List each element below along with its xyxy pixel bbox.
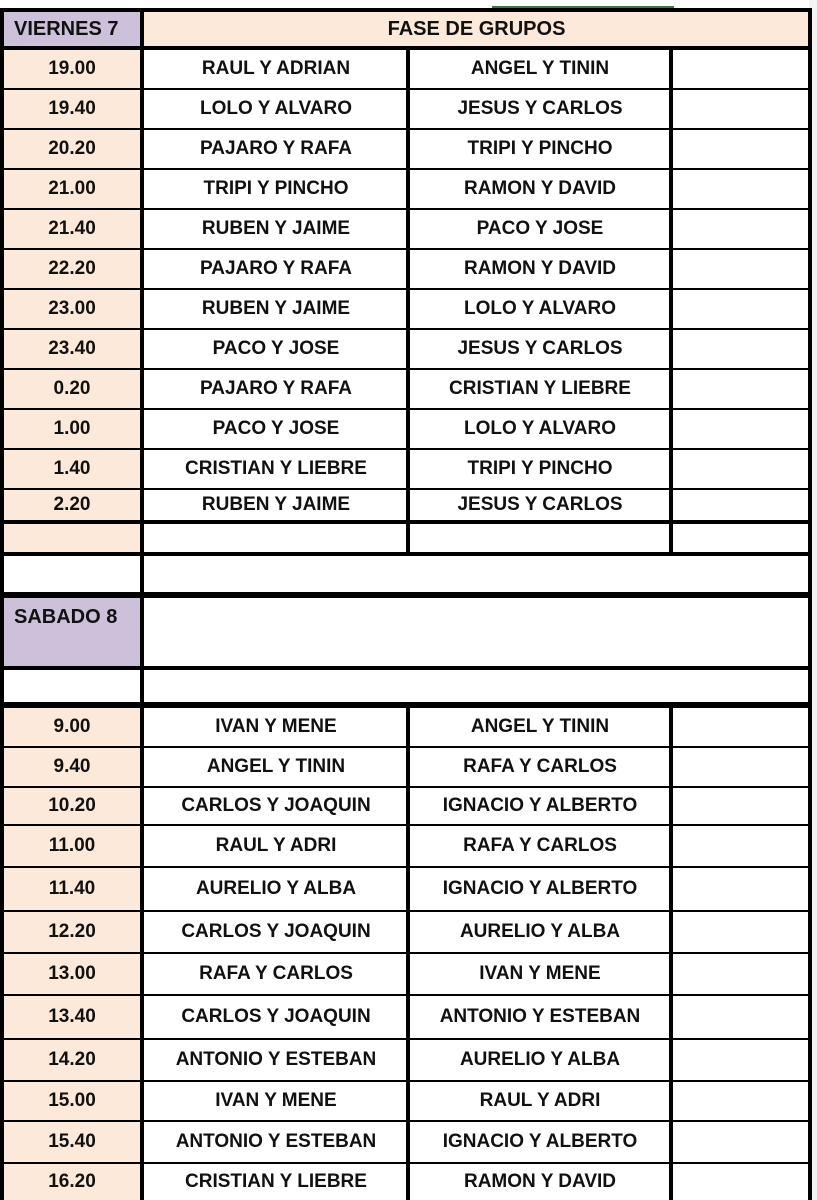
result-cell[interactable] [673,868,809,910]
team-a[interactable]: CARLOS Y JOAQUIN [181,921,371,942]
result-cell[interactable] [673,490,809,520]
grid-hline [0,488,809,490]
grid-hline [0,952,809,954]
team-a[interactable]: IVAN Y MENE [215,1090,337,1111]
result-cell[interactable] [673,410,809,448]
match-time[interactable]: 20.20 [4,130,140,168]
team-b[interactable]: IGNACIO Y ALBERTO [442,878,638,899]
team-b[interactable]: RAFA Y CARLOS [463,835,617,856]
team-a[interactable]: PACO Y JOSE [212,418,340,439]
grid-vline [406,46,410,552]
team-a[interactable]: RUBEN Y JAIME [201,298,351,319]
team-b[interactable]: RAUL Y ADRI [479,1090,601,1111]
team-b[interactable]: JESUS Y CARLOS [457,98,623,119]
result-cell[interactable] [673,370,809,408]
match-time[interactable]: 23.40 [4,330,140,368]
team-b[interactable]: PACO Y JOSE [476,218,604,239]
grid-hline [0,168,809,170]
grid-hline [0,46,809,50]
match-time[interactable]: 1.00 [4,410,140,448]
team-b[interactable]: RAFA Y CARLOS [463,756,617,777]
result-cell[interactable] [673,1122,809,1162]
team-a[interactable]: TRIPI Y PINCHO [203,178,349,199]
grid-hline [0,552,809,556]
match-time[interactable]: 13.00 [4,954,140,994]
team-a[interactable]: RAUL Y ADRI [215,835,337,856]
result-cell[interactable] [673,996,809,1038]
team-b[interactable]: IGNACIO Y ALBERTO [442,1131,638,1152]
result-cell[interactable] [673,1164,809,1200]
grid-vline [669,46,673,552]
match-time[interactable]: 9.00 [4,708,140,746]
team-a[interactable]: RUBEN Y JAIME [201,218,351,239]
grid-hline [0,824,809,826]
match-time[interactable]: 14.20 [4,1040,140,1080]
team-b[interactable]: RAMON Y DAVID [463,258,617,279]
grid-hline [0,208,809,210]
team-b[interactable]: IVAN Y MENE [479,963,601,984]
match-time[interactable]: 15.40 [4,1122,140,1162]
empty-time-cell[interactable] [4,524,140,552]
team-a[interactable]: CARLOS Y JOAQUIN [181,795,371,816]
result-cell[interactable] [673,748,809,786]
friday-day-label[interactable]: VIERNES 7 [4,12,140,46]
team-a[interactable]: PAJARO Y RAFA [199,138,353,159]
grid-hline [0,994,809,996]
team-b[interactable]: AURELIO Y ALBA [459,1049,621,1070]
team-b[interactable]: LOLO Y ALVARO [463,418,616,439]
result-cell[interactable] [673,250,809,288]
team-b[interactable]: JESUS Y CARLOS [457,338,623,359]
grid-vline [0,8,4,1200]
grid-hline [0,1080,809,1082]
team-b[interactable]: CRISTIAN Y LIEBRE [449,378,631,399]
team-a[interactable]: PACO Y JOSE [212,338,340,359]
team-b[interactable]: IGNACIO Y ALBERTO [442,795,638,816]
grid-hline [0,288,809,290]
grid-hline [0,1120,809,1122]
team-a[interactable]: AURELIO Y ALBA [195,878,357,899]
grid-hline [0,666,809,670]
team-a[interactable]: CRISTIAN Y LIEBRE [185,1171,367,1192]
grid-hline [0,910,809,912]
team-a[interactable]: ANGEL Y TININ [206,756,346,777]
result-cell[interactable] [673,826,809,866]
match-time[interactable]: 0.20 [4,370,140,408]
result-cell[interactable] [673,954,809,994]
grid-hline [0,520,809,524]
match-time[interactable]: 10.20 [4,788,140,824]
grid-vline [669,702,673,1200]
result-cell[interactable] [673,130,809,168]
grid-hline [0,128,809,130]
team-b[interactable]: AURELIO Y ALBA [459,921,621,942]
result-cell[interactable] [673,170,809,208]
result-cell[interactable] [673,1040,809,1080]
team-b[interactable]: ANGEL Y TININ [470,58,610,79]
match-time[interactable]: 15.00 [4,1082,140,1120]
grid-hline [0,88,809,90]
match-time[interactable]: 11.00 [4,826,140,866]
team-a[interactable]: ANTONIO Y ESTEBAN [175,1131,377,1152]
grid-hline [0,248,809,250]
result-cell[interactable] [673,450,809,488]
result-cell[interactable] [673,50,809,88]
result-cell[interactable] [673,708,809,746]
team-a[interactable]: RUBEN Y JAIME [201,494,351,515]
team-a[interactable]: ANTONIO Y ESTEBAN [175,1049,377,1070]
team-b[interactable]: LOLO Y ALVARO [463,298,616,319]
team-b[interactable]: TRIPI Y PINCHO [467,458,613,479]
grid-hline [0,408,809,410]
team-a[interactable]: CRISTIAN Y LIEBRE [185,458,367,479]
match-time[interactable]: 9.40 [4,748,140,786]
team-a[interactable]: CARLOS Y JOAQUIN [181,1006,371,1027]
grid-hline [0,702,809,708]
grid-hline [0,368,809,370]
result-cell[interactable] [673,912,809,952]
match-time[interactable]: 19.00 [4,50,140,88]
result-cell[interactable] [673,90,809,128]
team-a[interactable]: RAFA Y CARLOS [199,963,353,984]
grid-hline [0,1038,809,1040]
team-a[interactable]: PAJARO Y RAFA [199,378,353,399]
team-b[interactable]: RAMON Y DAVID [463,178,617,199]
saturday-day-label[interactable]: SABADO 8 [4,598,140,666]
match-time[interactable]: 11.40 [4,868,140,910]
result-cell[interactable] [673,1082,809,1120]
team-a[interactable]: PAJARO Y RAFA [199,258,353,279]
match-time[interactable]: 19.40 [4,90,140,128]
grid-vline [406,702,410,1200]
result-cell[interactable] [673,290,809,328]
result-cell[interactable] [673,788,809,824]
grid-hline [0,448,809,450]
grid-hline [0,866,809,868]
grid-hline [0,786,809,788]
grid-vline [140,8,144,1200]
team-b[interactable]: JESUS Y CARLOS [457,494,623,515]
match-time[interactable]: 21.00 [4,170,140,208]
grid-hline [0,328,809,330]
match-time[interactable]: 21.40 [4,210,140,248]
grid-hline [0,8,809,12]
phase-title[interactable]: FASE DE GRUPOS [144,12,809,46]
match-time[interactable]: 2.20 [4,490,140,520]
match-time[interactable]: 16.20 [4,1164,140,1200]
team-a[interactable]: RAUL Y ADRIAN [201,58,351,79]
team-a[interactable]: LOLO Y ALVARO [199,98,352,119]
grid-vline [808,8,812,1200]
result-cell[interactable] [673,330,809,368]
team-b[interactable]: ANGEL Y TININ [470,716,610,737]
grid-hline [0,746,809,748]
grid-hline [0,1162,809,1164]
team-b[interactable]: ANTONIO Y ESTEBAN [439,1006,641,1027]
team-a[interactable]: IVAN Y MENE [215,716,337,737]
match-time[interactable]: 13.40 [4,996,140,1038]
match-time[interactable]: 12.20 [4,912,140,952]
grid-hline [0,592,809,598]
match-time[interactable]: 22.20 [4,250,140,288]
match-time[interactable]: 1.40 [4,450,140,488]
team-b[interactable]: RAMON Y DAVID [463,1171,617,1192]
team-b[interactable]: TRIPI Y PINCHO [467,138,613,159]
result-cell[interactable] [673,210,809,248]
match-time[interactable]: 23.00 [4,290,140,328]
